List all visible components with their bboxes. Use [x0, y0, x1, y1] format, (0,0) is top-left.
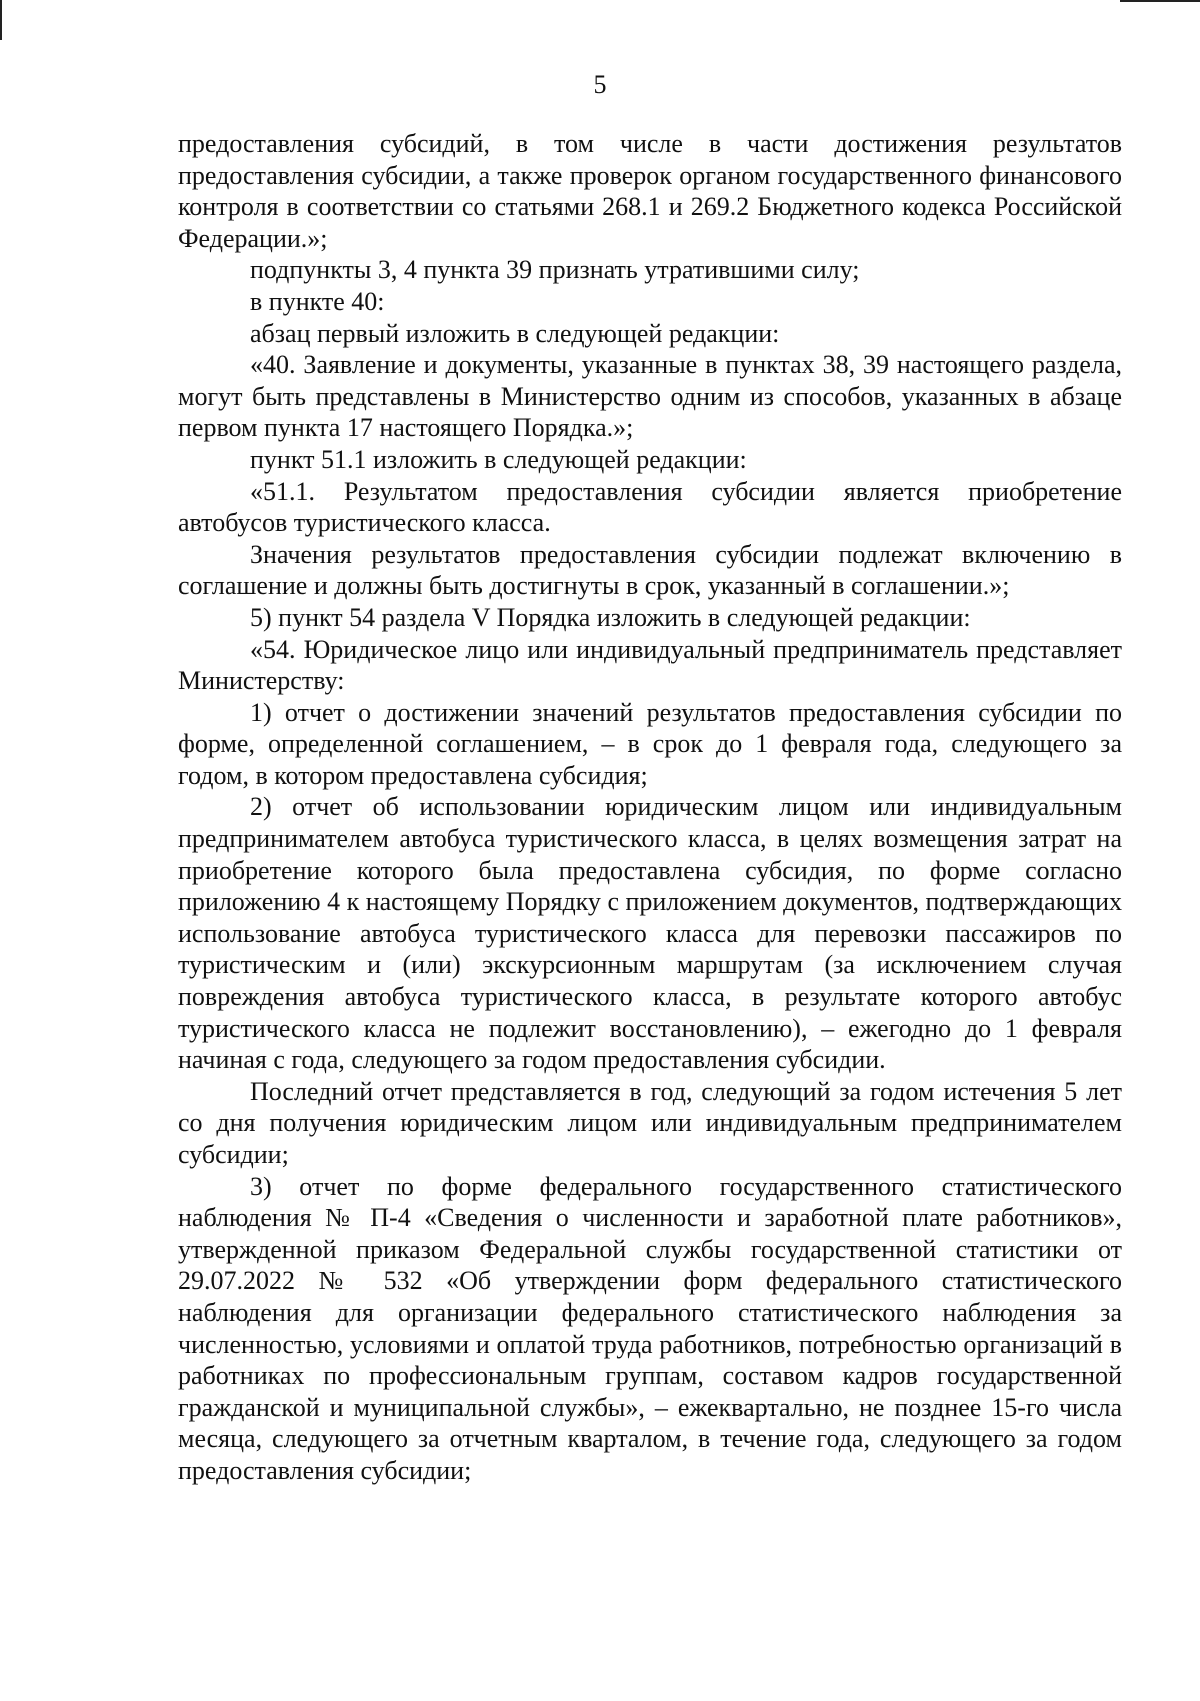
scan-edge-mark	[1120, 0, 1200, 2]
scan-edge-mark	[0, 0, 2, 40]
paragraph: подпункты 3, 4 пункта 39 признать утратившими силу;	[250, 255, 860, 285]
paragraph: «51.1. Результатом предоставления субсидии является приобретение автобусов туристического класса.	[178, 476, 1122, 538]
paragraph: 3) отчет по форме федерального государственного статистического наблюдения № П-4 «Сведения о численности и заработной плате работников», утвержденной приказом Федеральной службы государственной статистики от 29.07.2022 № 532 «Об утверждении форм федерального статистического наблюдения для организации федерального статистического наблюдения за численностью, условиями и оплатой труда работников, потребностью организаций в работниках по профессиональным группам, составом кадров государственной гражданской и муниципальной службы», – ежеквартально, не позднее 15-го числа месяца, следующего за отчетным кварталом, в течение года, следующего за годом предоставления субсидии;	[178, 1171, 1122, 1485]
page-number: 5	[593, 70, 607, 99]
paragraph: Последний отчет представляется в год, следующий за годом истечения 5 лет со дня получения юридическим лицом или индивидуальным предпринимателем субсидии;	[178, 1076, 1122, 1169]
paragraph: абзац первый изложить в следующей редакции:	[250, 318, 780, 348]
paragraph: «40. Заявление и документы, указанные в пунктах 38, 39 настоящего раздела, могут быть представлены в Министерство одним из способов, указанных в абзаце первом пункта 17 настоящего Порядка.»;	[178, 350, 1122, 443]
paragraph: 5) пункт 54 раздела V Порядка изложить в следующей редакции:	[250, 602, 971, 632]
paragraph: Значения результатов предоставления субсидии подлежат включению в соглашение и должны быть достигнуты в срок, указанный в соглашении.»;	[178, 539, 1122, 601]
document-body	[178, 128, 1122, 1487]
paragraph: в пункте 40:	[250, 286, 385, 316]
paragraph: 2) отчет об использовании юридическим лицом или индивидуальным предпринимателем автобуса туристического класса, в целях возмещения затрат на приобретение которого была предоставлена субсидия, по форме согласно приложению 4 к настоящему Порядку с приложением документов, подтверждающих использование автобуса туристического класса для перевозки пассажиров по туристическим и (или) экскурсионным маршрутам (за исключением случая повреждения автобуса туристического класса, в результате которого автобус туристического класса не подлежит восстановлению), – ежегодно до 1 февраля начиная с года, следующего за годом предоставления субсидии.	[178, 792, 1122, 1075]
paragraph: предоставления субсидий, в том числе в части достижения результатов предоставления субсидии, а также проверок органом государственного финансового контроля в соответствии со статьями 268.1 и 269.2 Бюджетного кодекса Российской Федерации.»;	[178, 129, 1122, 253]
paragraph: пункт 51.1 изложить в следующей редакции:	[250, 444, 747, 474]
paragraph: «54. Юридическое лицо или индивидуальный предприниматель представляет Министерству:	[178, 634, 1122, 696]
paragraph: 1) отчет о достижении значений результатов предоставления субсидии по форме, определенной соглашением, – в срок до 1 февраля года, следующего за годом, в котором предоставлена субсидия;	[178, 697, 1122, 790]
